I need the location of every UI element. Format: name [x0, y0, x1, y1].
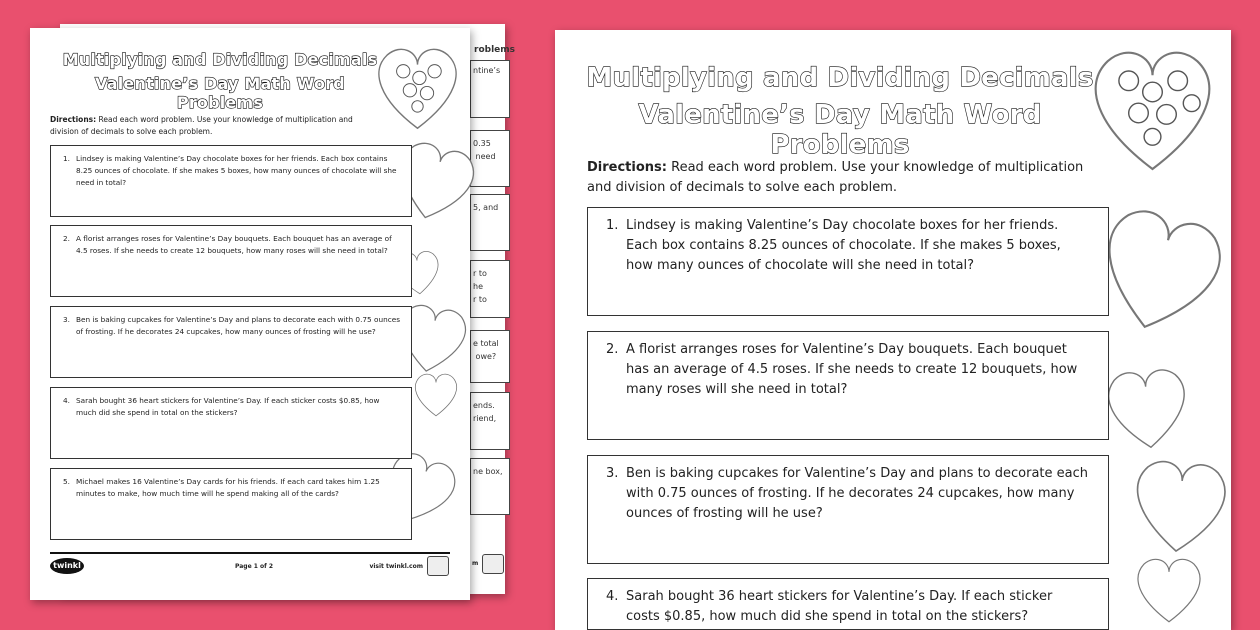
twinkl-logo: twinkl [50, 558, 84, 574]
directions [587, 158, 1107, 198]
problem-text: Ben is baking cupcakes for Valentine’s Day and plans to decorate each with 0.75 ounces of frosting. If he decorates 24 cupcakes, how many ounces of frosting will he use? [76, 315, 401, 336]
answer-box [470, 60, 510, 118]
problem-number: 5. [63, 477, 70, 486]
problem-number: 4. [63, 396, 70, 405]
directions-text: Read each word problem. Use your knowledge of multiplication and division of decimals to solve each problem. [50, 115, 353, 136]
problem-fragment: 0.35 need [473, 139, 496, 161]
heart-doodle-icon [1120, 445, 1239, 564]
chocolate-box-icon [370, 38, 465, 133]
problem-text: A florist arranges roses for Valentine’s Day bouquets. Each bouquet has an average of 4.5 roses. If she needs to create 12 bouquets, how many roses will she need in total? [76, 234, 392, 255]
answer-box [470, 458, 510, 515]
page-title-line2: Valentine’s Day Math Word Problems [638, 100, 1042, 160]
problem-box[interactable] [50, 225, 412, 297]
problem-number: 4. [606, 589, 619, 604]
page-number: Page 1 of 2 [235, 563, 273, 570]
directions-label: Directions: [587, 160, 667, 175]
problem-number: 1. [606, 218, 619, 233]
problem-box[interactable] [587, 331, 1109, 440]
problem-box[interactable] [587, 455, 1109, 564]
worksheet-page-1 [555, 30, 1231, 630]
chocolate-box-icon [1080, 36, 1225, 176]
problem-box[interactable] [50, 387, 412, 459]
answer-box [470, 194, 510, 251]
page-title-line1: Multiplying and Dividing Decimals [62, 50, 378, 69]
problem-fragment: 5, and [473, 203, 499, 212]
heart-doodle-icon [410, 368, 462, 420]
problem-box[interactable] [50, 306, 412, 378]
problem-fragment: ne box, [473, 467, 503, 476]
problem-number: 3. [63, 315, 70, 324]
worksheet-page-1-preview [30, 28, 470, 600]
problem-number: 2. [63, 234, 70, 243]
problem-text: Lindsey is making Valentine’s Day chocolate boxes for her friends. Each box contains 8.25 ounces of chocolate. If she makes 5 boxes, how many ounces of chocolate will she need in total? [626, 218, 1061, 273]
problem-fragment: r to he r to [473, 269, 487, 304]
problem-box[interactable] [587, 578, 1109, 630]
answer-box [470, 330, 510, 383]
problem-text: Sarah bought 36 heart stickers for Valentine’s Day. If each sticker costs $0.85, how much did she spend in total on the stickers? [626, 589, 1053, 624]
problem-text: Sarah bought 36 heart stickers for Valentine’s Day. If each sticker costs $0.85, how much did she spend in total on the stickers? [76, 396, 380, 417]
directions-text: Read each word problem. Use your knowledge of multiplication and division of decimals to solve each problem. [587, 160, 1084, 195]
heart-doodle-icon [1096, 356, 1199, 459]
footer-site: m [472, 560, 479, 567]
problem-text: Ben is baking cupcakes for Valentine’s Day and plans to decorate each with 0.75 ounces of frosting. If he decorates 24 cupcakes, how many ounces of frosting will he use? [626, 466, 1088, 521]
page-title-line2: Valentine’s Day Math Word Problems [95, 74, 345, 112]
problem-fragment: e total owe? [473, 339, 499, 361]
problem-text: Lindsey is making Valentine’s Day chocolate boxes for her friends. Each box contains 8.25 ounces of chocolate. If she makes 5 boxes, how many ounces of chocolate will she need in total? [76, 154, 397, 187]
page-title-line1: Multiplying and Dividing Decimals [586, 63, 1094, 93]
footer-site: visit twinkl.com [369, 563, 423, 570]
award-badge-icon [427, 556, 449, 576]
problem-fragment: ends. riend, [473, 401, 497, 423]
problem-number: 2. [606, 342, 619, 357]
award-badge-icon [482, 554, 504, 574]
problem-number: 3. [606, 466, 619, 481]
problem-box[interactable] [50, 145, 412, 217]
problem-number: 1. [63, 154, 70, 163]
problem-box[interactable] [50, 468, 412, 540]
problem-text: Michael makes 16 Valentine’s Day cards for his friends. If each card takes him 1.25 minutes to make, how much time will he spend making all of the cards? [76, 477, 380, 498]
title-fragment: roblems [474, 45, 515, 55]
heart-doodle-icon [1130, 550, 1208, 628]
problem-text: A florist arranges roses for Valentine’s Day bouquets. Each bouquet has an average of 4.5 roses. If she needs to create 12 bouquets, how many roses will she need in total? [626, 342, 1078, 397]
directions-label: Directions: [50, 115, 97, 124]
directions [50, 114, 370, 138]
problem-fragment: ntine’s [473, 66, 501, 75]
footer-divider [50, 552, 450, 554]
answer-box [470, 392, 510, 450]
problem-box[interactable] [587, 207, 1109, 316]
